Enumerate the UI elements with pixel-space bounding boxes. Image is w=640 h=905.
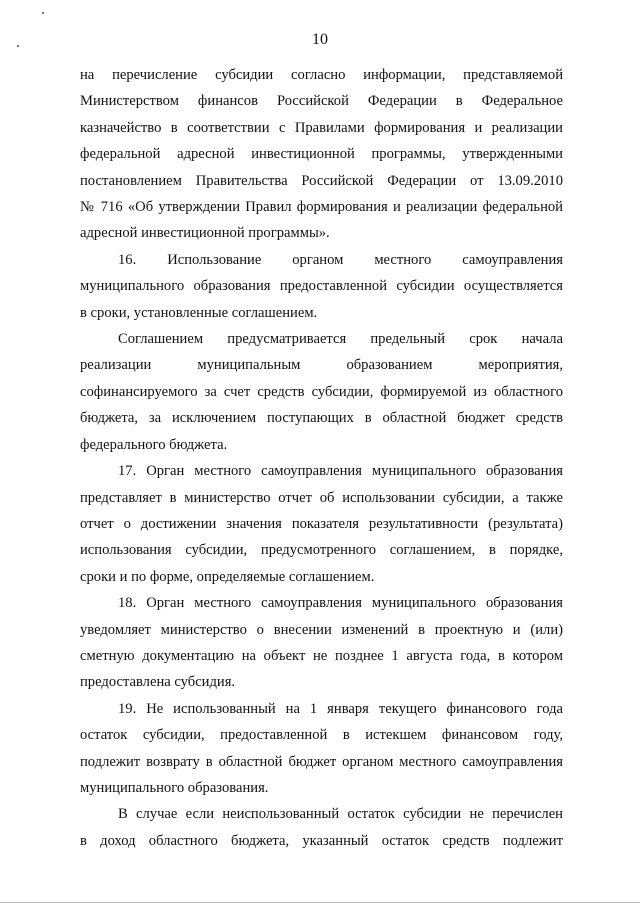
text-line: реализации муниципальным образованием мероприятия, [80, 357, 563, 374]
text-line: муниципального образования. [80, 779, 269, 796]
paragraph [80, 458, 563, 590]
paragraph [80, 247, 563, 326]
paragraph [80, 62, 563, 247]
text-line: сметную документацию на объект не позднее 1 августа года, в котором [80, 647, 563, 664]
text-line: 19. Не использованный на 1 января текущего финансового года [118, 700, 563, 717]
text-line: казначейство в соответствии с Правилами формирования и реализации [80, 119, 563, 136]
text-line: муниципального образования предоставленной субсидии осуществляется [80, 278, 563, 295]
text-line: в сроки, установленные соглашением. [80, 304, 318, 321]
text-line: 17. Орган местного самоуправления муниципального образования [118, 463, 563, 480]
text-line: предоставлена субсидия. [80, 674, 236, 691]
text-line: № 716 «Об утверждении Правил формирования и реализации федеральной [80, 199, 563, 216]
page-bottom-edge [0, 902, 640, 903]
paragraph [80, 801, 563, 854]
text-line: федерального бюджета. [80, 436, 228, 453]
text-line: уведомляет министерство о внесении изменений в проектную и (или) [80, 621, 563, 638]
paragraph [80, 696, 563, 802]
text-line: использования субсидии, предусмотренного соглашением, в порядке, [80, 542, 563, 559]
text-line: Министерством финансов Российской Федерации в Федеральное [80, 93, 563, 110]
text-line: подлежит возврату в областной бюджет органом местного самоуправления [80, 753, 563, 770]
scan-speck [42, 12, 44, 14]
text-line: софинансируемого за счет средств субсидии, формируемой из областного [80, 383, 563, 400]
text-line: федеральной адресной инвестиционной программы, утвержденными [80, 146, 563, 163]
text-line: В случае если неиспользованный остаток субсидии не перечислен [118, 806, 563, 823]
text-line: в доход областного бюджета, указанный остаток средств подлежит [80, 832, 563, 849]
page-number: 10 [312, 31, 328, 48]
paragraph [80, 590, 563, 696]
text-line: остаток субсидии, предоставленной в истекшем финансовом году, [80, 727, 563, 744]
text-line: 18. Орган местного самоуправления муниципального образования [118, 595, 563, 612]
text-line: постановлением Правительства Российской Федерации от 13.09.2010 [80, 172, 563, 189]
document-body [80, 62, 563, 854]
text-line: на перечисление субсидии согласно информации, представляемой [80, 67, 563, 83]
text-line: отчет о достижении значения показателя результативности (результата) [80, 515, 563, 532]
text-line: Соглашением предусматривается предельный срок начала [118, 331, 563, 348]
paragraph [80, 326, 563, 458]
text-line: 16. Использование органом местного самоуправления [118, 251, 563, 268]
text-line: представляет в министерство отчет об использовании субсидии, а также [80, 489, 563, 506]
text-line: бюджета, за исключением поступающих в областной бюджет средств [80, 410, 563, 427]
text-line: сроки и по форме, определяемые соглашением. [80, 568, 375, 585]
text-line: адресной инвестиционной программы». [80, 225, 330, 242]
